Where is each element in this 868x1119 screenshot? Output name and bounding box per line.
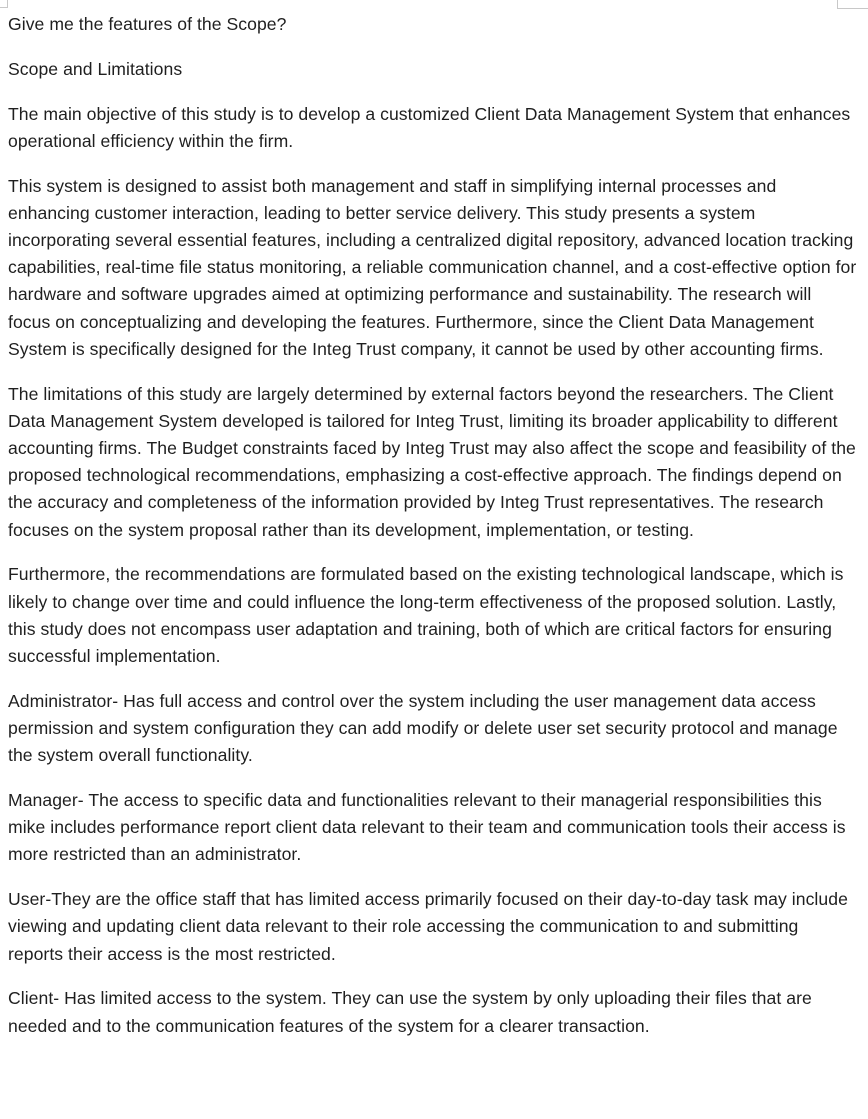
document-body: [8, 11, 858, 1057]
limitations-paragraph: The limitations of this study are largely determined by external factors beyond the researchers. The Client Data Management System developed is tailored for Integ Trust, limiting its broader applicability to different accounting firms. The Budget constraints faced by Integ Trust may also affect the scope and feasibility of the proposed technological recommendations, emphasizing a cost-effective approach. The findings depend on the accuracy and completeness of the information provided by Integ Trust representatives. The research focuses on the system proposal rather than its development, implementation, or testing.: [8, 383, 856, 540]
objective-paragraph: The main objective of this study is to develop a customized Client Data Management System that enhances operational efficiency within the firm.: [8, 103, 851, 151]
scope-paragraph: This system is designed to assist both management and staff in simplifying internal processes and enhancing customer interaction, leading to better service delivery. This study presents a system incorporating several essential features, including a centralized digital repository, advanced location tracking capabilities, real-time file status monitoring, a reliable communication channel, and a cost-effective option for hardware and software upgrades aimed at optimizing performance and sustainability. The research will focus on conceptualizing and developing the features. Furthermore, since the Client Data Management System is specifically designed for the Integ Trust company, it cannot be used by other accounting firms.: [8, 175, 857, 359]
page-corner-mark-right: [837, 0, 868, 9]
question-line: Give me the features of the Scope?: [8, 14, 287, 34]
user-role-paragraph: User-They are the office staff that has limited access primarily focused on their day-to-day task may include viewing and updating client data relevant to their role accessing the communication to and submitting reports their access is the most restricted.: [8, 889, 848, 964]
administrator-role-paragraph: Administrator- Has full access and control over the system including the user management data access permission and system configuration they can add modify or delete user set security protocol and manage the system overall functionality.: [8, 690, 838, 766]
page-corner-mark-left: [0, 0, 8, 8]
manager-role-paragraph: Manager- The access to specific data and functionalities relevant to their managerial responsibilities this mike includes performance report client data relevant to their team and communication tools their access is more restricted than an administrator.: [8, 790, 846, 865]
section-heading: Scope and Limitations: [8, 58, 183, 79]
client-role-paragraph: Client- Has limited access to the system. They can use the system by only uploading their files that are needed and to the communication features of the system for a clearer transaction.: [8, 988, 812, 1036]
recommendations-paragraph: Furthermore, the recommendations are formulated based on the existing technological landscape, which is likely to change over time and could influence the long-term effectiveness of the proposed solution. Lastly, this study does not encompass user adaptation and training, both of which are critical factors for ensuring successful implementation.: [8, 564, 844, 667]
